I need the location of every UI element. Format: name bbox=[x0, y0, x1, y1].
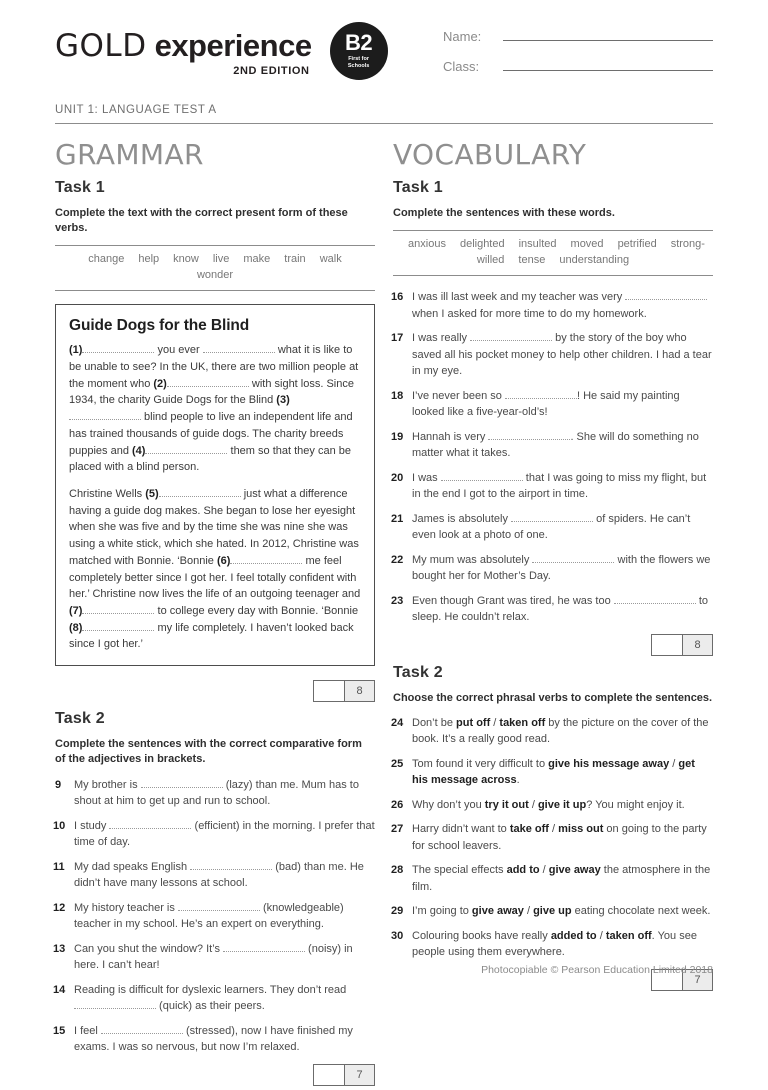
vocabulary-wordbank bbox=[393, 230, 713, 276]
option-separator: / bbox=[548, 823, 559, 836]
question-text: Why don’t you bbox=[412, 798, 485, 811]
gap-blank-4[interactable] bbox=[145, 445, 227, 454]
question-number: 10 bbox=[53, 819, 66, 832]
option-separator: / bbox=[523, 905, 534, 918]
question-text: (bad) than me. He didn’t have many lessons at school. bbox=[74, 860, 364, 889]
badge-subtitle bbox=[348, 56, 369, 70]
phrasal-option-1[interactable]: try it out bbox=[484, 798, 529, 811]
phrasal-option-2[interactable]: miss out bbox=[558, 823, 604, 836]
answer-blank[interactable] bbox=[488, 431, 570, 440]
brand-experience-text: experience bbox=[154, 28, 312, 63]
phrasal-option-2[interactable]: taken off bbox=[499, 716, 546, 729]
question-text: Hannah is very bbox=[412, 430, 489, 443]
question-item bbox=[393, 821, 713, 854]
option-separator: / bbox=[596, 929, 606, 942]
question-text: to sleep. He couldn’t relax. bbox=[412, 594, 709, 624]
wordbank-word: delighted bbox=[459, 238, 505, 251]
question-number: 30 bbox=[391, 929, 404, 942]
question-number: 28 bbox=[391, 864, 404, 877]
question-number: 17 bbox=[391, 332, 404, 345]
passage-text: to college every day with Bonnie. ‘Bonnie bbox=[154, 605, 359, 617]
class-row bbox=[443, 58, 713, 74]
question-text: James is absolutely bbox=[412, 512, 512, 525]
wordbank-word: change bbox=[88, 253, 125, 266]
passage-text: my life completely. I haven’t looked back since I got her.’ bbox=[69, 621, 354, 651]
question-text: Even though Grant was tired, he was too bbox=[412, 594, 614, 607]
grammar-task2-instruction: Complete the sentences with the correct comparative form of the adjectives in brackets. bbox=[55, 738, 362, 766]
answer-blank[interactable] bbox=[625, 291, 707, 300]
question-item bbox=[55, 941, 375, 974]
question-item bbox=[393, 470, 713, 503]
question-number: 9 bbox=[55, 778, 62, 791]
wordbank-word: make bbox=[243, 253, 271, 266]
question-text: My history teacher is bbox=[74, 901, 178, 914]
phrasal-option-1[interactable]: add to bbox=[506, 864, 540, 877]
grammar-column bbox=[55, 134, 375, 1090]
question-text: I’m going to bbox=[412, 905, 472, 918]
option-separator: / bbox=[669, 757, 679, 770]
class-label: Class: bbox=[443, 59, 480, 74]
page-header bbox=[0, 0, 768, 88]
passage-text: blind people to live an independent life and has trained thousands of guide dogs. The charity breeds puppies and bbox=[69, 411, 353, 457]
question-number: 27 bbox=[391, 823, 404, 836]
passage-title: Guide Dogs for the Blind bbox=[69, 317, 250, 335]
question-item bbox=[393, 756, 713, 789]
wordbank-word: moved bbox=[570, 238, 604, 251]
gap-blank-1[interactable] bbox=[82, 344, 154, 353]
answer-blank[interactable] bbox=[614, 595, 696, 604]
vocabulary-task2-questions bbox=[393, 715, 713, 961]
question-number: 24 bbox=[391, 716, 404, 729]
score-total-cell: 7 bbox=[344, 1065, 374, 1085]
grammar-task1-score-wrap bbox=[55, 680, 375, 702]
badge-subtitle-line2: Schools bbox=[347, 63, 370, 69]
phrasal-option-2[interactable]: taken off bbox=[605, 929, 652, 942]
question-text: that I was going to miss my flight, but in the end I got to the airport in time. bbox=[412, 471, 707, 501]
question-text: of spiders. He can’t even look at a photo of one. bbox=[412, 512, 691, 542]
question-text: (knowledgeable) teacher in my school. He’s an expert on everything. bbox=[74, 901, 344, 930]
gap-number-8: (8) bbox=[69, 621, 83, 634]
name-label: Name: bbox=[443, 29, 482, 44]
vocabulary-task1-score-wrap bbox=[393, 634, 713, 656]
passage-text: them so that they can be placed with a blind person. bbox=[69, 444, 351, 474]
question-text: Colouring books have really bbox=[412, 929, 551, 942]
brand-logo bbox=[55, 18, 312, 77]
question-text: eating chocolate next week. bbox=[571, 905, 711, 918]
question-number: 11 bbox=[53, 860, 65, 873]
question-text: by the picture on the cover of the book. It’s a really good read. bbox=[412, 716, 709, 746]
answer-blank[interactable] bbox=[223, 942, 305, 951]
gap-blank-2[interactable] bbox=[167, 378, 249, 387]
passage-text: what it is like to be unable to see? In the UK, there are two million people at the moment who bbox=[69, 344, 359, 390]
gap-number-7: (7) bbox=[69, 605, 83, 617]
question-number: 15 bbox=[53, 1024, 66, 1037]
name-input-line[interactable] bbox=[503, 28, 713, 41]
option-separator: / bbox=[528, 798, 538, 811]
question-item bbox=[393, 928, 713, 961]
answer-blank[interactable] bbox=[190, 860, 272, 869]
wordbank-word: strong- bbox=[670, 238, 705, 251]
gap-number-2: (2) bbox=[153, 377, 167, 390]
question-text: ! He said my painting looked like a five-year-old’s! bbox=[412, 389, 680, 419]
question-item bbox=[55, 982, 375, 1015]
passage-text: Christine Wells bbox=[69, 487, 146, 500]
phrasal-option-1[interactable]: give away bbox=[471, 905, 524, 918]
gap-blank-7[interactable] bbox=[82, 605, 154, 614]
phrasal-option-1[interactable]: take off bbox=[509, 823, 549, 836]
wordbank-word: wonder bbox=[196, 269, 234, 282]
question-number: 13 bbox=[53, 942, 66, 955]
score-total-cell: 8 bbox=[682, 635, 712, 655]
question-item bbox=[393, 289, 713, 322]
wordbank-word: insulted bbox=[518, 238, 557, 251]
phrasal-option-2[interactable]: give away bbox=[548, 864, 601, 877]
question-text: Harry didn’t want to bbox=[412, 823, 510, 836]
class-input-line[interactable] bbox=[503, 58, 713, 71]
wordbank-word: willed bbox=[476, 254, 505, 267]
question-number: 25 bbox=[391, 757, 404, 770]
question-item bbox=[393, 903, 713, 920]
brand-gold-text: GOLD bbox=[55, 28, 147, 64]
passage-paragraph-2 bbox=[69, 486, 361, 653]
phrasal-option-1[interactable]: give his message away bbox=[548, 757, 670, 770]
gap-blank-1b[interactable] bbox=[203, 344, 275, 353]
answer-blank[interactable] bbox=[470, 332, 552, 341]
phrasal-option-1[interactable]: added to bbox=[550, 929, 597, 942]
grammar-task2-score-box bbox=[313, 1064, 375, 1086]
brand-edition-text: 2ND EDITION bbox=[233, 65, 310, 77]
question-item bbox=[393, 552, 713, 585]
phrasal-option-2[interactable]: give up bbox=[533, 905, 572, 918]
question-item bbox=[55, 1023, 375, 1056]
question-item bbox=[393, 797, 713, 814]
vocabulary-task2-instruction: Choose the correct phrasal verbs to complete the sentences. bbox=[393, 691, 713, 704]
question-text: I was ill last week and my teacher was very bbox=[412, 291, 626, 304]
answer-blank[interactable] bbox=[532, 554, 614, 563]
question-number: 29 bbox=[391, 905, 404, 918]
question-text: (stressed), now I have finished my exams. I was so nervous, but now I’m relaxed. bbox=[74, 1024, 353, 1053]
wordbank-word: understanding bbox=[559, 254, 630, 267]
phrasal-option-1[interactable]: put off bbox=[456, 716, 491, 729]
question-text: Reading is difficult for dyslexic learners. They don’t read bbox=[74, 983, 347, 996]
grammar-task1-heading: Task 1 bbox=[55, 179, 105, 196]
vocabulary-task2-heading: Task 2 bbox=[393, 663, 443, 681]
level-badge bbox=[330, 22, 388, 80]
question-number: 26 bbox=[391, 798, 404, 811]
question-text: I feel bbox=[74, 1024, 101, 1037]
grammar-task1-instruction: Complete the text with the correct present form of these verbs. bbox=[55, 207, 348, 235]
unit-divider bbox=[55, 123, 713, 124]
question-text: I’ve never been so bbox=[412, 389, 505, 402]
question-item bbox=[393, 330, 713, 380]
grammar-task1-score-box bbox=[313, 680, 375, 702]
phrasal-option-2[interactable]: get his message across bbox=[412, 757, 695, 787]
vocabulary-task1-score-box bbox=[651, 634, 713, 656]
question-text: Don’t be bbox=[412, 716, 457, 729]
question-item bbox=[393, 511, 713, 544]
question-text: ? You might enjoy it. bbox=[586, 798, 685, 811]
question-number: 14 bbox=[53, 983, 66, 996]
wordbank-word: live bbox=[212, 253, 230, 266]
grammar-section-title: GRAMMAR bbox=[55, 138, 204, 171]
gap-number-5: (5) bbox=[145, 487, 159, 500]
question-text: . bbox=[516, 774, 520, 787]
question-text: the atmosphere in the film. bbox=[412, 864, 711, 893]
vocabulary-task1-questions bbox=[393, 289, 713, 626]
score-total-cell: 7 bbox=[682, 970, 712, 990]
answer-blank[interactable] bbox=[109, 819, 191, 828]
wordbank-word: help bbox=[138, 253, 160, 266]
unit-title: UNIT 1: LANGUAGE TEST A bbox=[55, 104, 217, 116]
question-text: I was bbox=[412, 471, 441, 484]
question-text: . You see people using them everywhere. bbox=[412, 929, 697, 959]
question-text: . She will do something no matter what it takes. bbox=[412, 430, 699, 460]
wordbank-word: walk bbox=[319, 253, 342, 266]
badge-subtitle-line1: First for bbox=[348, 56, 369, 63]
name-row bbox=[443, 28, 713, 44]
gap-number-1: (1) bbox=[69, 344, 83, 357]
question-number: 23 bbox=[391, 594, 404, 607]
copyright-footer: Photocopiable © Pearson Education Limited 2018 bbox=[481, 964, 713, 976]
grammar-task2-heading: Task 2 bbox=[55, 710, 105, 728]
question-item bbox=[55, 900, 375, 933]
answer-blank[interactable] bbox=[178, 901, 260, 910]
answer-blank[interactable] bbox=[441, 472, 523, 481]
question-text: with the flowers we bought her for Mother’s Day. bbox=[412, 553, 711, 583]
gap-number-3: (3) bbox=[276, 394, 290, 407]
gap-blank-6[interactable] bbox=[230, 555, 302, 564]
question-item bbox=[55, 818, 375, 851]
gap-blank-8[interactable] bbox=[82, 622, 154, 631]
question-text: on going to the party for school leavers. bbox=[412, 823, 707, 852]
passage-text: you ever bbox=[154, 344, 203, 357]
question-text: (lazy) than me. Mum has to shout at him to get up and run to school. bbox=[74, 778, 359, 807]
question-text: (quick) as their peers. bbox=[156, 1000, 265, 1012]
grammar-task2-questions bbox=[55, 777, 375, 1056]
score-entry-cell[interactable] bbox=[314, 681, 344, 701]
grammar-wordbank bbox=[55, 245, 375, 291]
passage-text: just what a difference having a guide dog makes. She began to lose her eyesight when she was five and by the time she was nine she was using a white stick, which she hated. In 2012, Christine was matched with Bonnie. ‘Bonnie bbox=[69, 487, 359, 567]
content-columns bbox=[0, 134, 768, 1090]
gap-number-6: (6) bbox=[216, 554, 231, 567]
wordbank-word: know bbox=[173, 253, 199, 266]
question-item bbox=[393, 715, 713, 748]
wordbank-word: petrified bbox=[617, 238, 657, 251]
question-text: by the story of the boy who saved all his pocket money to help other children. I had a tear in my eye. bbox=[412, 332, 712, 378]
question-text: Can you shut the window? It’s bbox=[74, 942, 223, 955]
score-total-cell: 8 bbox=[344, 681, 374, 701]
reading-passage-box bbox=[55, 304, 375, 666]
answer-blank[interactable] bbox=[505, 390, 577, 399]
vocabulary-task1-heading: Task 1 bbox=[393, 179, 443, 196]
wordbank-word: train bbox=[284, 253, 306, 266]
question-item bbox=[393, 593, 713, 626]
question-number: 18 bbox=[391, 389, 404, 402]
question-text: (noisy) in here. I can’t hear! bbox=[74, 942, 353, 971]
question-text: I was really bbox=[412, 332, 471, 345]
passage-text: me feel completely better since I got her. I feel totally confident with her.’ Christine now lives the life of an outgoing teenager and bbox=[69, 554, 361, 601]
question-number: 12 bbox=[53, 901, 66, 914]
phrasal-option-2[interactable]: give it up bbox=[537, 798, 587, 811]
question-item bbox=[393, 429, 713, 462]
question-number: 21 bbox=[391, 512, 404, 525]
question-number: 22 bbox=[391, 553, 404, 566]
question-text: (efficient) in the morning. I prefer that time of day. bbox=[74, 819, 375, 848]
question-number: 19 bbox=[391, 430, 404, 443]
answer-blank[interactable] bbox=[74, 1000, 156, 1009]
question-text: My brother is bbox=[74, 778, 141, 791]
grammar-task2-score-wrap bbox=[55, 1064, 375, 1086]
question-text: Tom found it very difficult to bbox=[412, 757, 549, 770]
question-text: I study bbox=[74, 819, 110, 832]
question-text: The special effects bbox=[412, 864, 507, 877]
question-item bbox=[393, 862, 713, 895]
question-text: when I asked for more time to do my homework. bbox=[412, 307, 647, 320]
question-text: My dad speaks English bbox=[74, 860, 191, 873]
score-entry-cell[interactable] bbox=[652, 635, 682, 655]
wordbank-word: anxious bbox=[408, 238, 446, 251]
badge-level-text: B2 bbox=[345, 30, 373, 56]
option-separator: / bbox=[490, 716, 500, 729]
option-separator: / bbox=[539, 864, 549, 877]
answer-blank[interactable] bbox=[141, 778, 223, 787]
answer-blank[interactable] bbox=[101, 1024, 183, 1033]
passage-paragraph-1 bbox=[69, 342, 361, 476]
gap-blank-3[interactable] bbox=[69, 411, 141, 420]
vocabulary-column bbox=[393, 134, 713, 1090]
gap-blank-5[interactable] bbox=[159, 488, 241, 497]
question-number: 20 bbox=[391, 471, 404, 484]
wordbank-word: tense bbox=[518, 254, 546, 267]
vocabulary-task1-instruction: Complete the sentences with these words. bbox=[393, 207, 615, 219]
question-item bbox=[393, 388, 713, 421]
question-item bbox=[55, 777, 375, 810]
vocabulary-section-title: VOCABULARY bbox=[393, 138, 587, 171]
score-entry-cell[interactable] bbox=[314, 1065, 344, 1085]
passage-text: with sight loss. Since 1934, the charity Guide Dogs for the Blind bbox=[69, 377, 354, 407]
question-item bbox=[55, 859, 375, 892]
student-id-fields bbox=[443, 18, 713, 88]
gap-number-4: (4) bbox=[132, 444, 146, 457]
question-text: My mum was absolutely bbox=[412, 553, 533, 566]
question-number: 16 bbox=[391, 291, 404, 304]
answer-blank[interactable] bbox=[511, 513, 593, 522]
